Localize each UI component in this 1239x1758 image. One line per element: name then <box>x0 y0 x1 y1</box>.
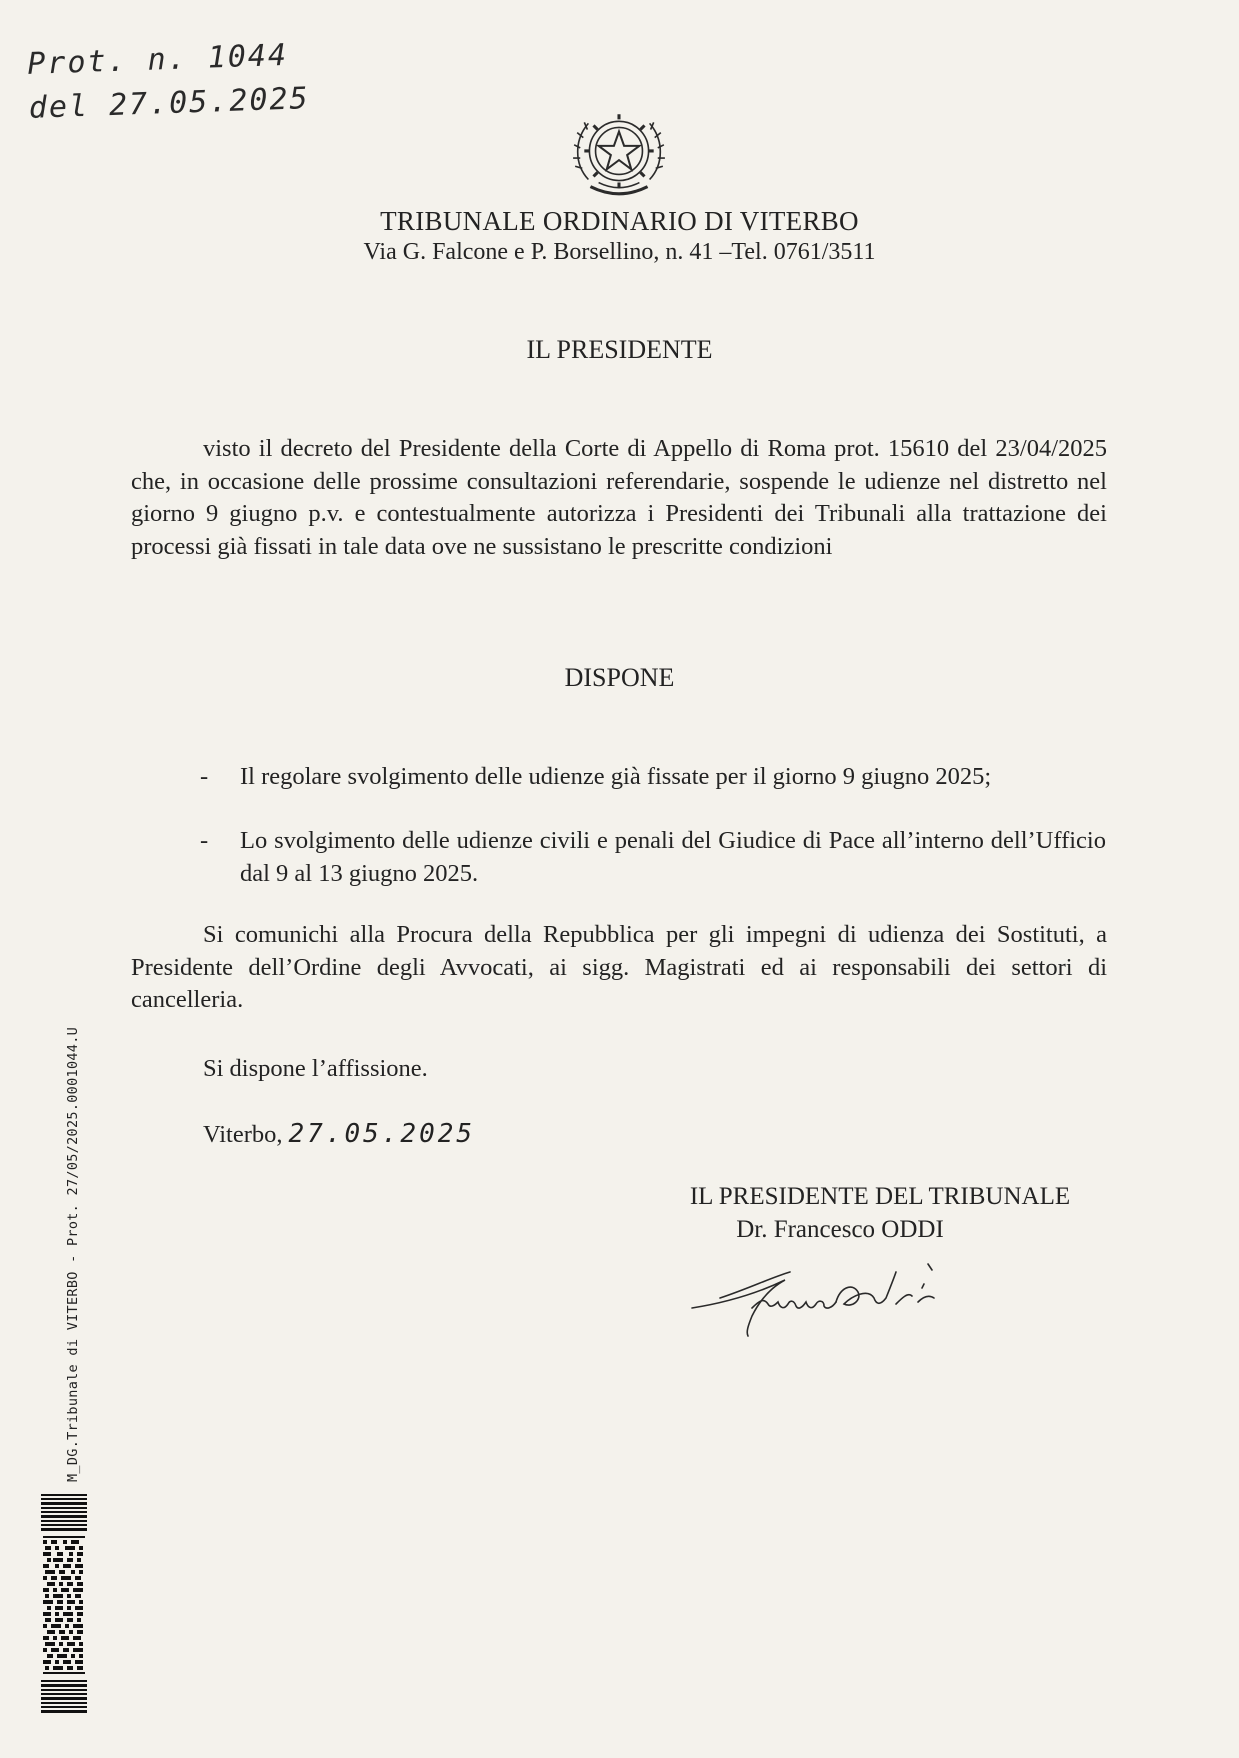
disposition-text: Lo svolgimento delle udienze civili e penali del Giudice di Pace all’interno dell’Ufficio dal 9 al 13 giugno 2025. <box>240 827 1106 887</box>
communication-paragraph: Si comunichi alla Procura della Repubblica per gli impegni di udienza dei Sostituti, a Presidente dell’Ordine degli Avvocati, ai sigg. Magistrati ed ai responsabili dei settori di cancelleria. <box>131 921 1107 1013</box>
signatory-name: Dr. Francesco ODDI <box>736 1216 944 1243</box>
dispone-heading: DISPONE <box>564 663 675 692</box>
dash-bullet: - <box>200 763 209 790</box>
signatory-title: IL PRESIDENTE DEL TRIBUNALE <box>689 1183 1071 1210</box>
disposition-text: Il regolare svolgimento delle udienze già fissate per il giorno 9 giugno 2025; <box>240 763 992 790</box>
document-title: IL PRESIDENTE <box>526 335 713 364</box>
place-label: Viterbo, <box>203 1121 283 1148</box>
protocol-number: Prot. n. 1044 <box>26 37 289 82</box>
datamatrix-barcode-icon <box>41 1494 87 1716</box>
handwritten-protocol-note <box>27 33 311 131</box>
affissione-line: Si dispone l’affissione. <box>203 1055 428 1082</box>
court-name: TRIBUNALE ORDINARIO DI VITERBO <box>380 206 859 236</box>
place-date-line <box>203 1119 475 1149</box>
court-address: Via G. Falcone e P. Borsellino, n. 41 –Tel. 0761/3511 <box>363 239 876 265</box>
protocol-side-stamp: M_DG.Tribunale di VITERBO - Prot. 27/05/2025.0001044.U <box>65 1026 81 1482</box>
protocol-date: del 27.05.2025 <box>28 81 311 126</box>
handwritten-signature <box>690 1258 960 1338</box>
italian-republic-emblem-icon <box>568 103 670 205</box>
preamble-paragraph: visto il decreto del Presidente della Corte di Appello di Roma prot. 15610 del 23/04/2025 che, in occasione delle prossime consultazioni referendarie, sospende le udienze nel distretto nel giorno 9 giugno p.v. e contestualmente autorizza i Presidenti dei Tribunali alla trattazione dei processi già fissati in tale data ove ne sussistano le prescritte condizioni <box>131 435 1107 560</box>
handwritten-date: 27.05.2025 <box>288 1119 476 1149</box>
dash-bullet: - <box>200 827 209 854</box>
